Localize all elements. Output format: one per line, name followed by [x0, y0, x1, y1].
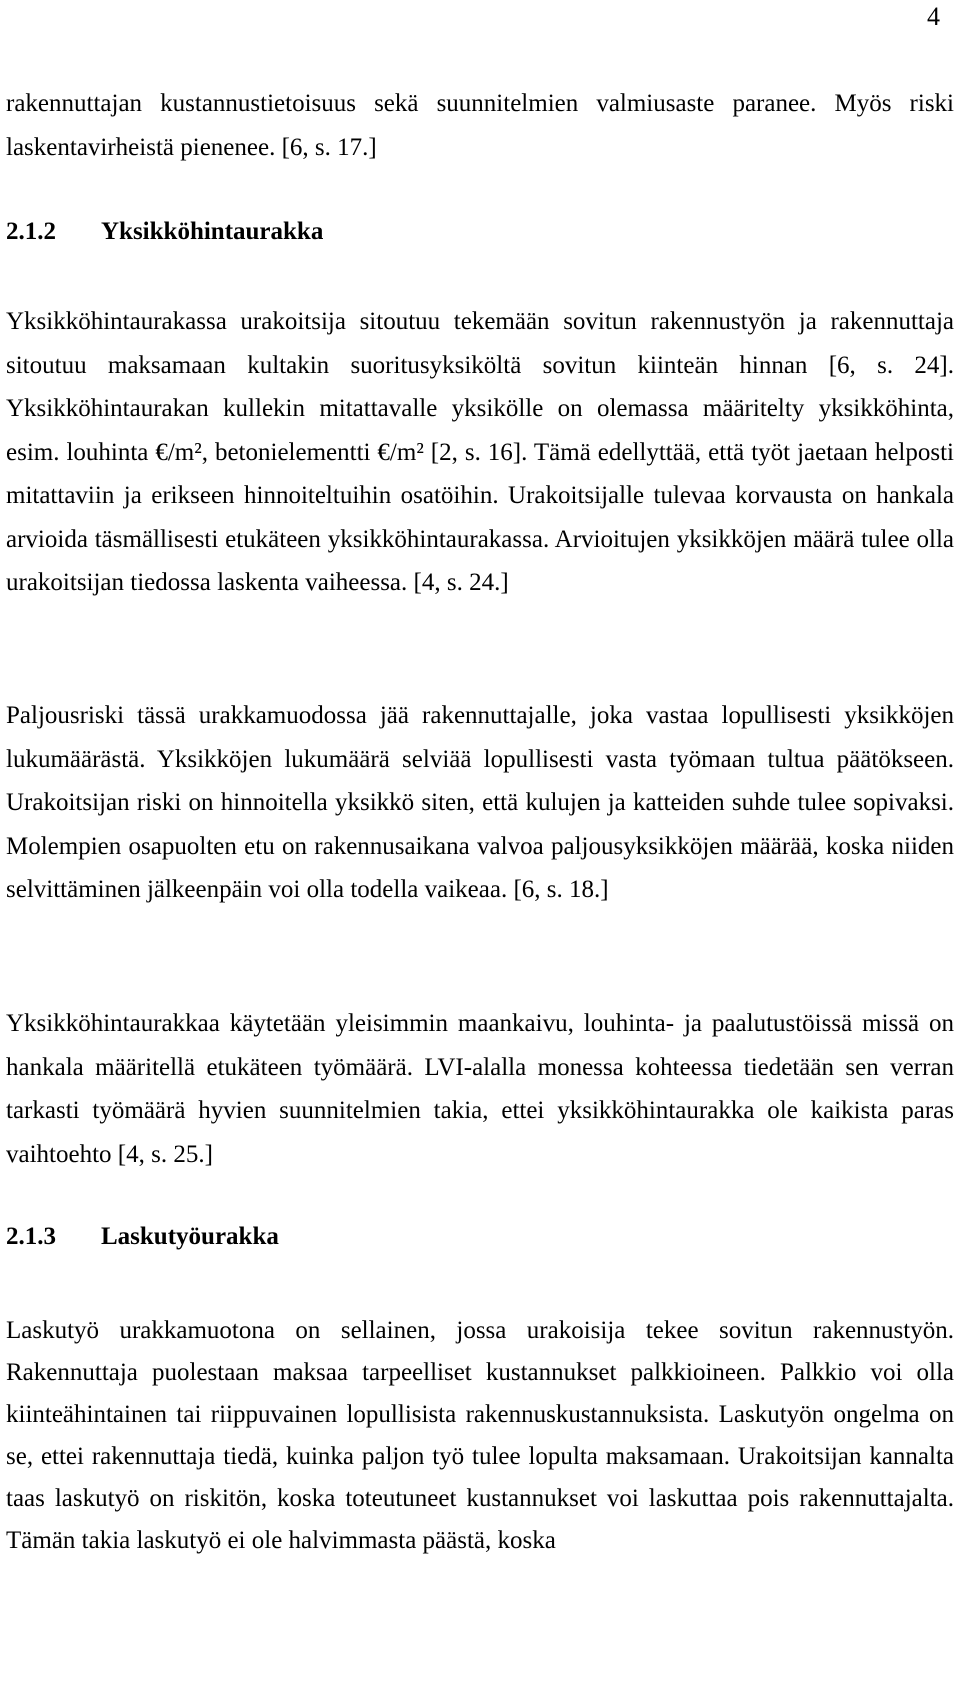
heading-title: Yksikköhintaurakka	[101, 218, 324, 245]
heading-2-1-2	[6, 217, 323, 247]
heading-number: 2.1.2	[6, 218, 56, 245]
heading-title: Laskutyöurakka	[101, 1223, 279, 1250]
paragraph-yksikkohinta-3: Yksikköhintaurakkaa käytetään yleisimmin maankaivu, louhinta- ja paalutustöissä missä on hankala määritellä etukäteen työmäärä. LVI-alalla monessa kohteessa tiedetään sen verran tarkasti työmäärä hyvien suunnitelmien takia, ettei yksikköhintaurakka ole kaikista paras vaihtoehto [4, s. 25.]	[6, 1010, 954, 1168]
heading-number: 2.1.3	[6, 1223, 56, 1250]
paragraph-intro: rakennuttajan kustannustietoisuus sekä suunnitelmien valmiusaste paranee. Myös riski laskentavirheistä pienenee. [6, s. 17.]	[6, 90, 954, 161]
heading-2-1-3	[6, 1222, 279, 1252]
paragraph-laskutyo-1: Laskutyö urakkamuotona on sellainen, jossa urakoisija tekee sovitun rakennustyön. Rakennuttaja puolestaan maksaa tarpeelliset kustannukset palkkioineen. Palkkio voi olla kiinteähintainen tai riippuvainen lopullisista rakennuskustannuksista. Laskutyön ongelma on se, ettei rakennuttaja tiedä, kuinka paljon työ tulee lopulta maksamaan. Urakoitsijan kannalta taas laskutyö on riskitön, koska toteutuneet kustannukset voi laskuttaa pois rakennuttajalta. Tämän takia laskutyö ei ole halvimmasta päästä, koska	[6, 1317, 954, 1554]
paragraph-yksikkohinta-2: Paljousriski tässä urakkamuodossa jää rakennuttajalle, joka vastaa lopullisesti yksikköjen lukumäärästä. Yksikköjen lukumäärä selviää lopullisesti vasta työmaan tultua päätökseen. Urakoitsijan riski on hinnoitella yksikkö siten, että kulujen ja katteiden suhde tulee sopivaksi. Molempien osapuolten etu on rakennusaikana valvoa paljousyksikköjen määrää, koska niiden selvittäminen jälkeenpäin voi olla todella vaikeaa. [6, s. 18.]	[6, 702, 954, 903]
page-number: 4	[927, 2, 940, 31]
paragraph-yksikkohinta-1: Yksikköhintaurakassa urakoitsija sitoutuu tekemään sovitun rakennustyön ja rakennuttaja sitoutuu maksamaan kultakin suoritusyksiköltä sovitun kiinteän hinnan [6, s. 24]. Yksikköhintaurakan kullekin mitattavalle yksikölle on olemassa määritelty yksikköhinta, esim. louhinta €/m², betonielementti €/m² [2, s. 16]. Tämä edellyttää, että työt jaetaan helposti mitattaviin ja erikseen hinnoiteltuihin osatöihin. Urakoitsijalle tulevaa korvausta on hankala arvioida täsmällisesti etukäteen yksikköhintaurakassa. Arvioitujen yksikköjen määrä tulee olla urakoitsijan tiedossa laskenta vaiheessa. [4, s. 24.]	[6, 308, 954, 596]
